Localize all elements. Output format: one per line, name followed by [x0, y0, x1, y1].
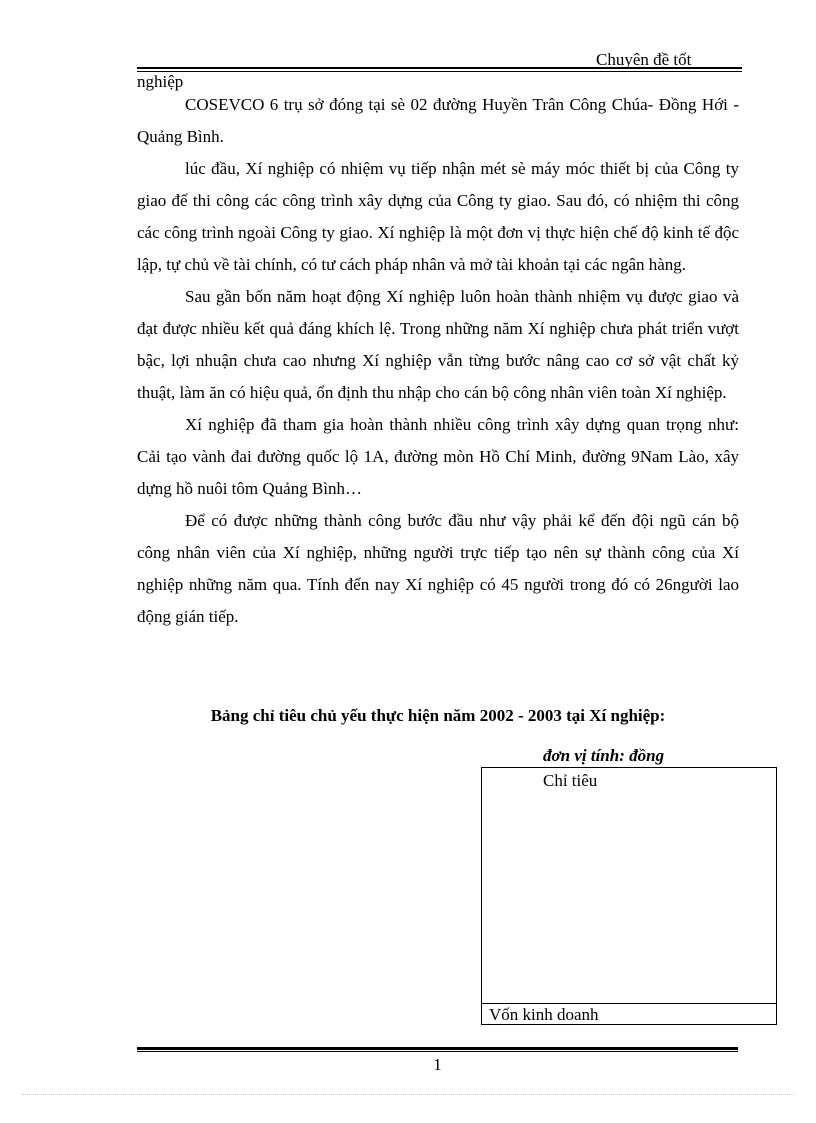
paragraph: COSEVCO 6 trụ sở đóng tại sè 02 đường Huyền Trân Công Chúa- Đồng Hới - Quảng Bình. — [137, 95, 739, 146]
document-body — [137, 89, 739, 633]
running-header-title: Chuyên đề tốt — [596, 50, 692, 69]
table-header-cell: Chỉ tiêu — [543, 771, 598, 790]
running-header-continuation: nghiệp — [137, 72, 184, 91]
page-edge — [22, 1094, 794, 1095]
paragraph: Sau gần bốn năm hoạt động Xí nghiệp luôn hoàn thành nhiệm vụ được giao và đạt được nhiều kết quả đáng khích lệ. Trong những năm Xí nghiệp chưa phát triển vượt bậc, lợi nhuận chưa cao nhưng Xí nghiệp vẫn từng bước nâng cao cơ sở vật chất kỷ thuật, làm ăn có hiệu quả, ổn định thu nhập cho cán bộ công nhân viên toàn Xí nghiệp. — [137, 287, 739, 402]
header-rule-thin — [137, 71, 742, 72]
table-row-divider — [482, 1003, 776, 1004]
page-number: 1 — [433, 1055, 442, 1074]
footer-rule — [137, 1047, 738, 1050]
paragraph: Để có được những thành công bước đầu như vậy phải kể đến đội ngũ cán bộ công nhân viên của Xí nghiệp, những người trực tiếp tạo nên sự thành công của Xí nghiệp những năm qua. Tính đến nay Xí nghiệp có 45 người trong đó có 26người lao động gián tiếp. — [137, 511, 739, 626]
paragraph: Xí nghiệp đã tham gia hoàn thành nhiều công trình xây dựng quan trọng như: Cải tạo vành đai đường quốc lộ 1A, đường mòn Hồ Chí Minh, đường 9Nam Lào, xây dựng hồ nuôi tôm Quảng Bình… — [137, 415, 739, 498]
footer-rule-thin — [137, 1051, 738, 1052]
indicator-table — [481, 767, 777, 1025]
table-row: Vốn kinh doanh — [489, 1005, 599, 1024]
table-unit-note: đơn vị tính: đồng — [543, 746, 665, 765]
paragraph: lúc đầu, Xí nghiệp có nhiệm vụ tiếp nhận mét sè máy móc thiết bị của Công ty giao để thi công các công trình xây dựng của Công ty giao. Sau đó, có nhiệm thi công các công trình ngoài Công ty giao. Xí nghiệp là một đơn vị thực hiện chế độ kinh tế độc lập, tự chủ về tài chính, có tư cách pháp nhân và mở tài khoản tại các ngân hàng. — [137, 159, 739, 274]
table-title: Bảng chỉ tiêu chủ yếu thực hiện năm 2002 - 2003 tại Xí nghiệp: — [210, 706, 666, 725]
